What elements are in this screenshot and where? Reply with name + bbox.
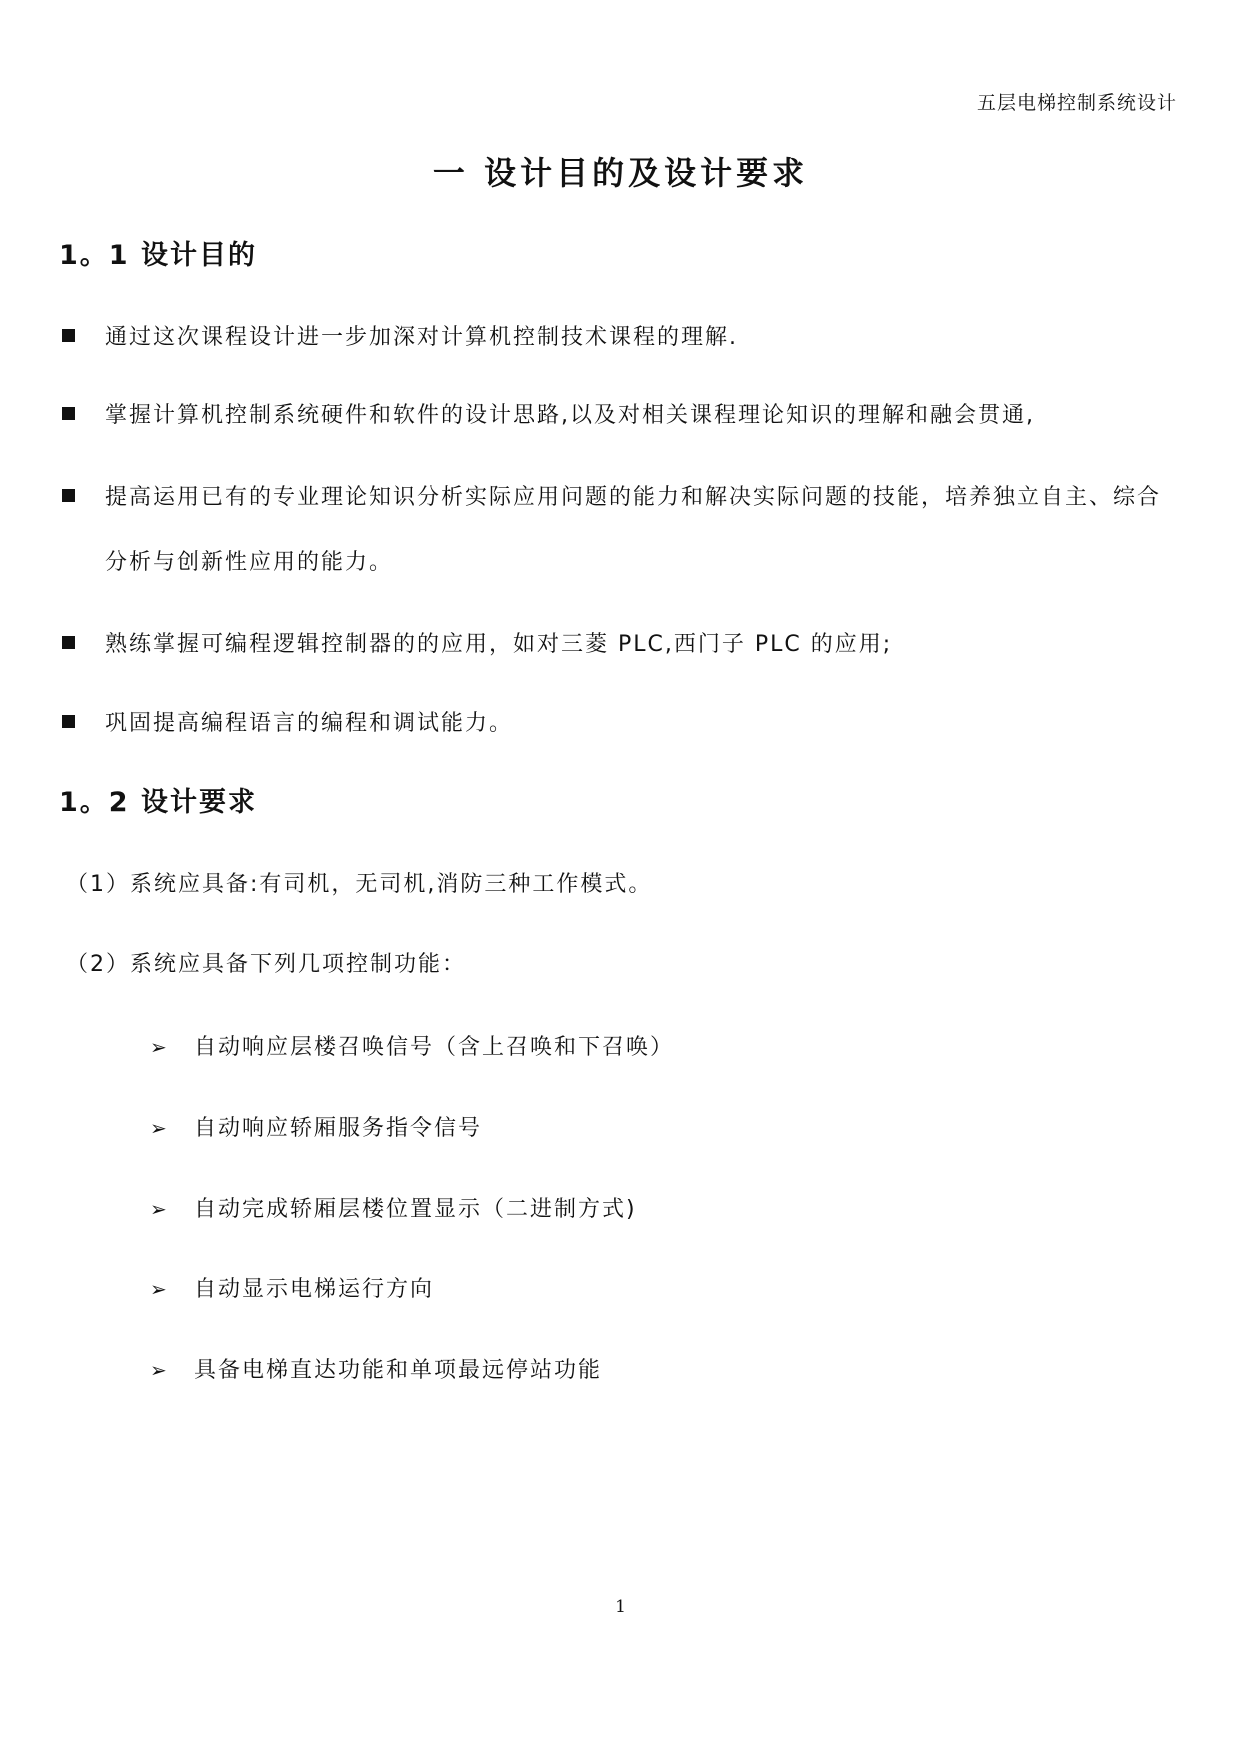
purpose-bullet xyxy=(59,612,1179,677)
arrow-bullet-icon: ➢ xyxy=(150,1358,169,1382)
function-item xyxy=(150,1274,434,1305)
arrow-bullet-icon: ➢ xyxy=(150,1035,169,1059)
arrow-bullet-icon: ➢ xyxy=(150,1116,169,1140)
purpose-bullet-text: 提高运用已有的专业理论知识分析实际应用问题的能力和解决实际问题的技能，培养独立自主、综合分析与创新性应用的能力。 xyxy=(105,485,1162,575)
purpose-bullet-text: 熟练掌握可编程逻辑控制器的的应用，如对三菱 PLC,西门子 PLC 的应用; xyxy=(105,632,893,657)
section-heading-purpose: 1。1 设计目的 xyxy=(59,240,257,271)
function-item xyxy=(150,1355,602,1386)
purpose-bullet-text: 通过这次课程设计进一步加深对计算机控制技术课程的理解. xyxy=(105,325,738,350)
purpose-bullet xyxy=(59,465,1179,595)
black-square-bullet-icon xyxy=(62,489,75,502)
purpose-bullet xyxy=(59,383,1179,448)
running-header: 五层电梯控制系统设计 xyxy=(976,92,1177,114)
chapter-title: 一 设计目的及设计要求 xyxy=(432,154,809,192)
black-square-bullet-icon xyxy=(62,329,75,342)
purpose-bullet xyxy=(59,305,1179,370)
function-item-text: 自动完成轿厢层楼位置显示（二进制方式) xyxy=(194,1197,637,1222)
function-item-text: 具备电梯直达功能和单项最远停站功能 xyxy=(194,1358,603,1383)
section-heading-requirements: 1。2 设计要求 xyxy=(59,787,257,818)
black-square-bullet-icon xyxy=(62,636,75,649)
page-number: 1 xyxy=(615,1597,626,1617)
function-item-text: 自动响应层楼召唤信号（含上召唤和下召唤） xyxy=(194,1035,675,1060)
black-square-bullet-icon xyxy=(62,715,75,728)
function-item xyxy=(150,1113,482,1144)
purpose-bullet-text: 掌握计算机控制系统硬件和软件的设计思路,以及对相关课程理论知识的理解和融会贯通, xyxy=(105,403,1035,428)
arrow-bullet-icon: ➢ xyxy=(150,1277,169,1301)
function-item-text: 自动显示电梯运行方向 xyxy=(194,1277,435,1302)
black-square-bullet-icon xyxy=(62,407,75,420)
arrow-bullet-icon: ➢ xyxy=(150,1197,169,1221)
function-item xyxy=(150,1194,637,1225)
requirement-item: （2）系统应具备下列几项控制功能： xyxy=(66,952,466,977)
requirement-item: （1）系统应具备:有司机，无司机,消防三种工作模式。 xyxy=(66,872,653,897)
function-item xyxy=(150,1032,674,1063)
purpose-bullet xyxy=(59,691,1179,756)
purpose-bullet-text: 巩固提高编程语言的编程和调试能力。 xyxy=(105,711,514,736)
function-item-text: 自动响应轿厢服务指令信号 xyxy=(194,1116,483,1141)
